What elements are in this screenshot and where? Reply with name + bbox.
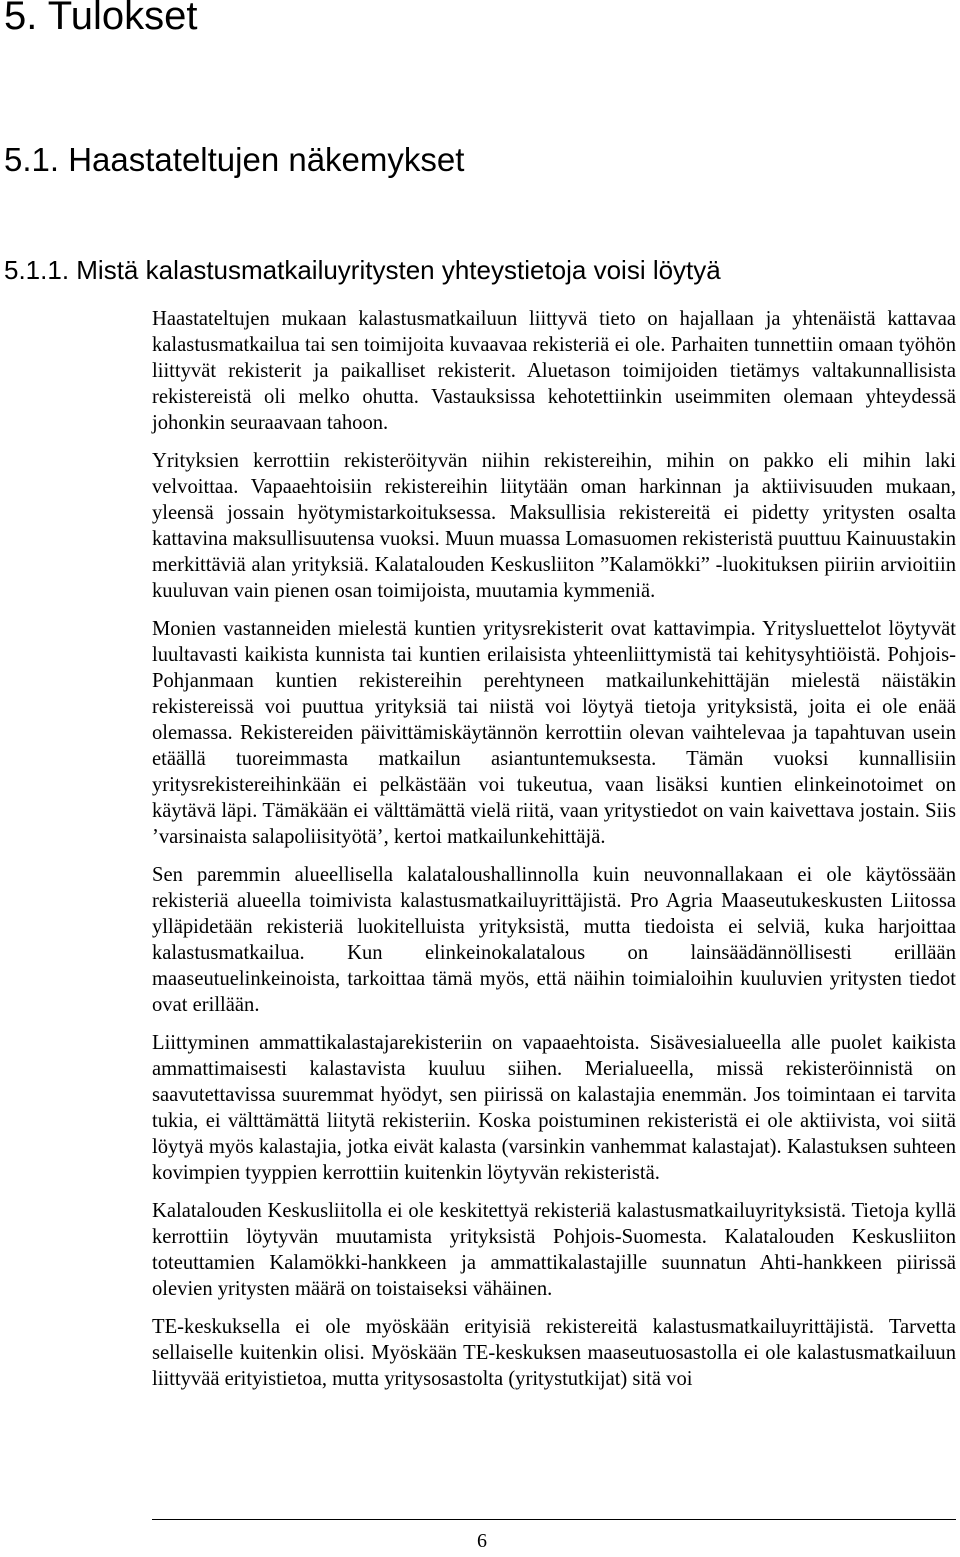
paragraph: Monien vastanneiden mielestä kuntien yritysrekisterit ovat kattavimpia. Yritysluettelot löytyvät luultavasti kaikista kunnista tai kuntien erilaisista yhteenliittymistä tai kehitysyhtiöistä. Pohjois-Pohjanmaan kuntien rekistereihin perehtyneen matkailunkehittäjän mielestä näistäkin rekistereissä voi puuttua yrityksiä tai niistä voi löytyä tietoja yrityksistä, joita ei ole enää olemassa. Rekistereiden päivittämiskäytännön kerrottiin olevan vaihtelevaa ja tapahtuvan usein etäällä tuoreimmasta matkailun asiantuntemuksesta. Tämän vuoksi kunnallisiin yritysrekistereihinkään ei pelkästään voi tukeutua, vaan lisäksi kuntien elinkeinotoimet on käytävä läpi. Tämäkään ei välttämättä vielä riitä, vaan yritystiedot on vain kaivettava jostain. Siis ’varsinaista salapoliisityötä’, kertoi matkailunkehittäjä. (152, 618, 956, 848)
paragraph: Sen paremmin alueellisella kalataloushallinnolla kuin neuvonnallakaan ei ole käytössään rekisteriä alueella toimivista kalastusmatkailuyrittäjistä. Pro Agria Maaseutukeskusten Liitossa ylläpidetään rekisteriä luokitelluista yrityksistä, mutta tiedoista ei selviä, kuka harjoittaa kalastusmatkailua. Kun elinkeinokalatalous on lainsäädännöllisesti erillään maaseutuelinkeinoista, tarkoittaa tämä myös, että näihin toimialoihin kuuluvien yritysten tiedot ovat erillään. (152, 864, 956, 1016)
paragraph: Yrityksien kerrottiin rekisteröityvän niihin rekistereihin, mihin on pakko eli mihin laki velvoittaa. Vapaaehtoisiin rekistereihin liitytään oman harkinnan ja aktiivisuuden mukaan, yleensä jossain hyötymistarkoituksessa. Maksullisia rekistereitä ei pidetty yritysten osalta kattavina maksullisuutensa vuoksi. Muun muassa Lomasuomen rekisteristä puuttuu Kainuustakin merkittäviä alan yrityksiä. Kalatalouden Keskusliiton ”Kalamökki” -luokituksen piiriin arvioitiin kuuluvan vain pienen osan toimijoista, muutamia kymmeniä. (152, 450, 956, 602)
paragraph: Haastateltujen mukaan kalastusmatkailuun liittyvä tieto on hajallaan ja yhtenäistä kattavaa kalastusmatkailua tai sen toimijoita kuvaavaa rekisteriä ei ole. Parhaiten tunnettiin omaan työhön liittyvät rekisterit ja paikalliset rekisterit. Aluetason toimijoiden tietämys valtakunnallisista rekistereistä oli melko ohutta. Vastauksissa kehotettiinkin useimmiten olemaan yhteydessä johonkin seuraavaan tahoon. (152, 308, 956, 434)
paragraph: Liittyminen ammattikalastajarekisteriin on vapaaehtoista. Sisävesialueella alle puolet kaikista ammattimaisesti kalastavista kuuluu siihen. Merialueella, missä rekisteröinnistä on saavutettavissa suuremmat hyödyt, sen piirissä on kalastajia enemmän. Jos toimintaan ei tarvita tukia, ei välttämättä liitytä rekisteriin. Koska poistuminen rekisteristä ei ole aktiivista, voi siitä löytyä myös kalastajia, jotka eivät kalasta (varsinkin vanhemmat kalastajat). Kalastuksen suhteen kovimpien tyyppien kerrottiin kuitenkin löytyvän rekisteristä. (152, 1032, 956, 1184)
subsection-heading: 5.1.1. Mistä kalastusmatkailuyritysten yhteystietoja voisi löytyä (4, 255, 721, 285)
paragraph: Kalatalouden Keskusliitolla ei ole keskitettyä rekisteriä kalastusmatkailuyrityksistä. Tietoja kyllä kerrottiin löytyvän muutamista yrityksistä Pohjois-Suomesta. Kalatalouden Keskusliiton toteuttamien Kalamökki-hankkeen ja ammattikalastajille suunnatun Ahti-hankkeen piirissä olevien yritysten määrä on toistaiseksi vähäinen. (152, 1200, 956, 1300)
section-heading: 5.1. Haastateltujen näkemykset (4, 141, 465, 178)
chapter-heading: 5. Tulokset (4, 0, 198, 38)
paragraph: TE-keskuksella ei ole myöskään erityisiä rekistereitä kalastusmatkailuyrittäjistä. Tarvetta sellaiselle kuitenkin olisi. Myöskään TE-keskuksen maaseutuosastolla ei ole kalastusmatkailuun liittyvää erityistietoa, mutta yritysosastolta (yritystutkijat) sitä voi (152, 1316, 956, 1390)
page-number-container (0, 1530, 960, 1553)
footer-divider (152, 1519, 956, 1520)
body-text (152, 306, 956, 1404)
page-number: 6 (477, 1530, 487, 1552)
